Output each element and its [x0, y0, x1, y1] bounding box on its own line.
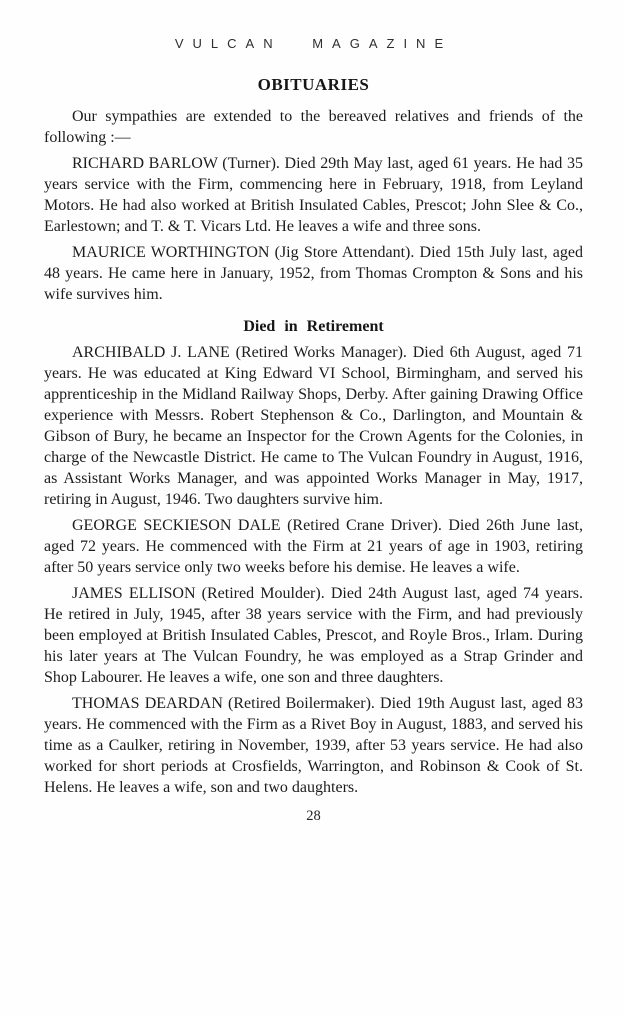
obituaries-intro-paragraph: Our sympathies are extended to the bereaved relatives and friends of the following :— — [44, 108, 583, 146]
died-in-retirement-heading: Died in Retirement — [243, 318, 384, 335]
obituary-entry-lane: ARCHIBALD J. LANE (Retired Works Manager). Died 6th August, aged 71 years. He was educated at King Edward VI School, Birmingham, and served his apprenticeship in the Midland Railway Shops, Derby. After gaining Drawing Office experience with Messrs. Robert Stephenson & Co., Darlington, and Mountain & Gibson of Bury, he became an Inspector for the Crown Agents for the Colonies, in charge of the Newcastle District. He came to The Vulcan Foundry in August, 1916, as Assistant Works Manager, and was appointed Works Manager in May, 1917, retiring in August, 1946. Two daughters survive him. — [44, 344, 583, 508]
magazine-masthead: VULCAN MAGAZINE — [174, 36, 453, 51]
page-number: 28 — [306, 808, 321, 824]
obituary-entry-worthington: MAURICE WORTHINGTON (Jig Store Attendant). Died 15th July last, aged 48 years. He came here in January, 1952, from Thomas Crompton & Sons and his wife survives him. — [44, 244, 583, 303]
obituary-entry-barlow: RICHARD BARLOW (Turner). Died 29th May last, aged 61 years. He had 35 years service with the Firm, commencing here in February, 1918, from Leyland Motors. He had also worked at British Insulated Cables, Prescot; John Slee & Co., Earlestown; and T. & T. Vicars Ltd. He leaves a wife and three sons. — [44, 155, 583, 235]
obituary-entry-dale: GEORGE SECKIESON DALE (Retired Crane Driver). Died 26th June last, aged 72 years. He commenced with the Firm at 21 years of age in 1903, retiring after 50 years service only two weeks before his demise. He leaves a wife. — [44, 517, 583, 576]
page-content — [44, 0, 583, 825]
obituary-entry-deardan: THOMAS DEARDAN (Retired Boilermaker). Died 19th August last, aged 83 years. He commenced with the Firm as a Rivet Boy in August, 1883, and served his time as a Caulker, retiring in November, 1939, after 53 years service. He had also worked for short periods at Crosfields, Warrington, and Robinson & Cook of St. Helens. He leaves a wife, son and two daughters. — [44, 695, 583, 796]
obituaries-section-title: OBITUARIES — [257, 75, 370, 94]
obituary-entry-ellison: JAMES ELLISON (Retired Moulder). Died 24th August last, aged 74 years. He retired in July, 1945, after 38 years service with the Firm, and had previously been employed at British Insulated Cables, Prescot, and Royle Bros., Irlam. During his later years at The Vulcan Foundry, he was employed as a Strap Grinder and Shop Labourer. He leaves a wife, one son and three daughters. — [44, 585, 583, 686]
